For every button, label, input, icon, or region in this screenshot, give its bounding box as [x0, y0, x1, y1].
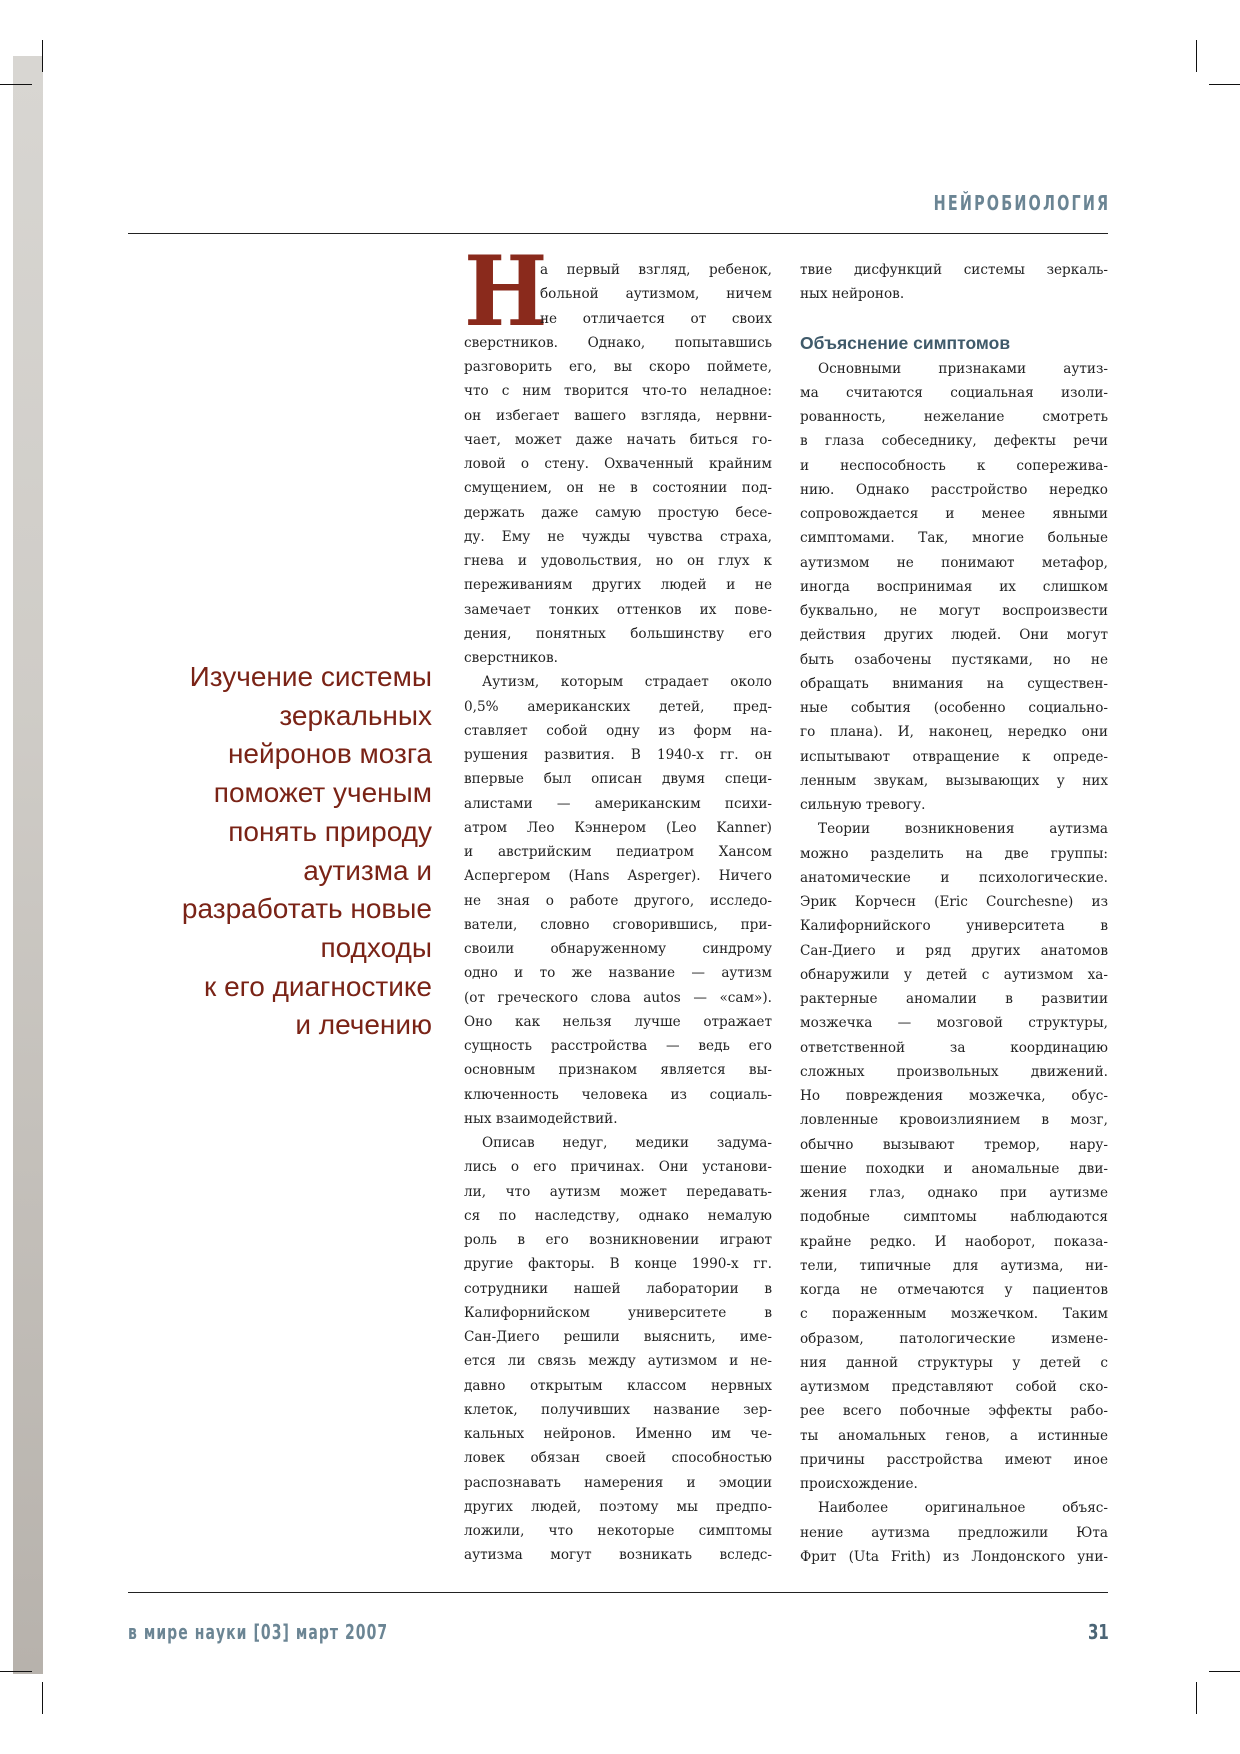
- text-line: давно открытым классом нервных: [464, 1377, 772, 1394]
- text-line: роль в его возникновении играют: [464, 1232, 772, 1248]
- text-line: и австрийским педиатром Хансом: [464, 844, 772, 860]
- text-line: шение походки и аномальные дви-: [800, 1160, 1108, 1177]
- pull-quote-line: понять природу: [228, 815, 432, 847]
- crop-mark: [0, 1671, 32, 1672]
- text-line: рее всего побочные эффекты рабо-: [800, 1403, 1108, 1420]
- text-line: сопровождается и менее явными: [800, 506, 1108, 522]
- text-line: атром Лео Кэннером (Leo Kanner): [464, 819, 772, 836]
- text-line: аутизмом не понимают метафор,: [800, 554, 1108, 571]
- text-line: распознавать намерения и эмоции: [464, 1474, 772, 1491]
- text-line: сильную тревогу.: [800, 797, 926, 813]
- text-line: нение аутизма предложили Юта: [800, 1524, 1108, 1541]
- text-line: го плана). И, наконец, нередко они: [800, 724, 1108, 741]
- pull-quote-line: подходы: [320, 931, 432, 963]
- pull-quote-line: Изучение системы: [189, 661, 432, 692]
- pull-quote-line: разработать новые: [181, 893, 432, 925]
- text-line: не зная о работе другого, исследо-: [464, 892, 772, 909]
- text-line: аутизма могут возникать вследс-: [464, 1547, 772, 1564]
- text-line: ответственной за координацию: [800, 1039, 1108, 1056]
- text-line: Сан-Диего решили выяснить, име-: [464, 1329, 772, 1345]
- spacer: [800, 307, 1108, 329]
- text-line: Оно как нельзя лучше отражает: [464, 1013, 772, 1030]
- text-line: ма считаются социальная изоли-: [800, 384, 1108, 401]
- text-line: Аспергером (Hans Asperger). Ничего: [464, 868, 772, 885]
- text-line: дения, понятных большинству его: [464, 625, 772, 642]
- pull-quote-line: и лечению: [295, 1009, 432, 1041]
- text-line: симптомами. Так, многие больные: [800, 530, 1108, 547]
- text-line: Калифорнийского университета в: [800, 918, 1108, 935]
- text-line: ловой о стену. Охваченный крайним: [464, 456, 772, 472]
- crop-mark: [1209, 84, 1240, 85]
- text-line: тели, типичные для аутизма, ни-: [800, 1257, 1108, 1274]
- text-line: рованность, нежелание смотреть: [800, 409, 1108, 425]
- text-line: испытывают отвращение к опреде-: [800, 748, 1108, 765]
- text-line: больной аутизмом, ничем: [540, 286, 772, 303]
- text-line: в глаза собеседнику, дефекты речи: [800, 433, 1108, 450]
- text-line: разговорить его, вы скоро поймете,: [464, 359, 772, 375]
- crop-mark: [1196, 40, 1197, 72]
- text-line: мозжечка — мозговой структуры,: [800, 1015, 1108, 1032]
- footer-rule: [128, 1592, 1108, 1593]
- text-line: Калифорнийском университете в: [464, 1304, 772, 1321]
- text-line: что с ним творится что-то неладное:: [464, 383, 772, 400]
- text-line: Эрик Корчесн (Eric Courchesne) из: [800, 894, 1108, 910]
- text-line: рактерные аномалии в развитии: [800, 991, 1108, 1007]
- text-line: гнева и удовольствия, но он глух к: [464, 553, 772, 569]
- text-line: крайне редко. И наоборот, показа-: [800, 1233, 1108, 1250]
- text-line: он избегает вашего взгляда, нервни-: [464, 407, 772, 424]
- crop-mark: [1196, 1682, 1197, 1714]
- text-line: сотрудники нашей лаборатории в: [464, 1280, 772, 1297]
- text-line: ложили, что некоторые симптомы: [464, 1523, 772, 1539]
- text-line: не отличается от своих: [540, 310, 772, 327]
- pull-quote-line: нейронов мозга: [227, 738, 432, 770]
- text-line: буквально, не могут воспроизвести: [800, 603, 1108, 619]
- text-line: образом, патологические измене-: [800, 1330, 1108, 1347]
- subheading: Объяснение симптомов: [800, 332, 1011, 353]
- text-line: Но повреждения мозжечка, обус-: [800, 1088, 1108, 1104]
- text-line: когда не отмечаются у пациентов: [800, 1282, 1108, 1298]
- pull-quote: [140, 658, 432, 1045]
- text-line: сложных произвольных движений.: [800, 1063, 1108, 1080]
- text-line: сверстников.: [464, 650, 558, 666]
- text-line: сверстников. Однако, попытавшись: [464, 334, 772, 351]
- text-line: ловленные кровоизлиянием в мозг,: [800, 1112, 1108, 1129]
- text-line: ватели, словно сговорившись, при-: [464, 916, 772, 933]
- text-line: рушения развития. В 1940-х гг. он: [464, 747, 772, 763]
- text-line: ли, что аутизм может передавать-: [464, 1183, 772, 1200]
- crop-mark: [1209, 1671, 1240, 1672]
- text-line: Сан-Диего и ряд других анатомов: [800, 942, 1108, 959]
- text-line: нию. Однако расстройство нередко: [800, 481, 1108, 498]
- text-line: ных взаимодействий.: [464, 1110, 618, 1127]
- text-line: одно и то же название — аутизм: [464, 965, 772, 982]
- crop-mark: [0, 84, 32, 85]
- text-line: замечает тонких оттенков их пове-: [464, 601, 772, 618]
- text-line: алистами — американским психи-: [464, 795, 772, 812]
- text-line: Основными признаками аутиз-: [818, 360, 1108, 377]
- pull-quote-line: к его диагностике: [204, 970, 432, 1002]
- text-line: ных нейронов.: [800, 286, 905, 303]
- text-line: иногда воспринимая их слишком: [800, 578, 1108, 595]
- text-line: держать даже самую простую бесе-: [464, 504, 772, 521]
- text-line: смущением, он не в состоянии под-: [464, 480, 772, 497]
- text-line: ния данной структуры у детей с: [800, 1354, 1108, 1371]
- pull-quote-line: зеркальных: [279, 699, 432, 731]
- crop-mark: [42, 1682, 43, 1714]
- text-line: Фрит (Uta Frith) из Лондонского уни-: [800, 1548, 1108, 1565]
- section-label: НЕЙРОБИОЛОГИЯ: [933, 191, 1110, 215]
- text-line: клеток, получивших название зер-: [464, 1401, 772, 1418]
- text-line: ловек обязан своей способностью: [464, 1450, 772, 1467]
- text-line: ты аномальных генов, а истинные: [800, 1427, 1108, 1444]
- publication-title: в мире науки [03] март 2007: [128, 1620, 389, 1644]
- page-number: 31: [1088, 1620, 1109, 1644]
- crop-mark: [42, 40, 43, 72]
- text-line: с пораженным мозжечком. Таким: [800, 1306, 1108, 1323]
- text-line: жения глаз, однако при аутизме: [800, 1185, 1108, 1201]
- text-line: другие факторы. В конце 1990-х гг.: [464, 1256, 772, 1273]
- text-line: переживаниям других людей и не: [464, 577, 772, 594]
- article-column-2: [800, 258, 1108, 1569]
- text-line: действия других людей. Они могут: [800, 627, 1108, 644]
- text-line: 0,5% американских детей, пред-: [464, 698, 772, 715]
- text-line: ключенность человека из социаль-: [464, 1086, 772, 1103]
- text-line: Теории возникновения аутизма: [818, 821, 1108, 838]
- article-column-1: [464, 258, 772, 1568]
- text-line: обычно вызывают тремор, нару-: [800, 1136, 1108, 1153]
- text-line: ду. Ему не чужды чувства страха,: [464, 528, 772, 545]
- text-line: обращать внимания на существен-: [800, 675, 1108, 692]
- text-line: кальных нейронов. Именно им че-: [464, 1426, 772, 1442]
- text-line: аутизмом представляют собой ско-: [800, 1379, 1108, 1395]
- text-line: ся по наследству, однако немалую: [464, 1207, 772, 1224]
- text-line: основным признаком является вы-: [464, 1062, 772, 1079]
- text-line: впервые был описан двумя специ-: [464, 771, 772, 788]
- text-line: происхождение.: [800, 1476, 918, 1492]
- pull-quote-line: поможет ученым: [213, 777, 432, 809]
- text-line: ставляет собой одну из форм на-: [464, 722, 772, 739]
- text-line: Наиболее оригинальное объяс-: [818, 1500, 1108, 1517]
- text-line: Аутизм, которым страдает около: [482, 674, 772, 691]
- text-line: подобные симптомы наблюдаются: [800, 1209, 1108, 1226]
- text-line: твие дисфункций системы зеркаль-: [800, 262, 1108, 278]
- text-line: Описав недуг, медики задума-: [482, 1135, 772, 1151]
- text-line: причины расстройства имеют иное: [800, 1451, 1108, 1468]
- text-line: лись о его причинах. Они установи-: [464, 1159, 772, 1176]
- text-line: а первый взгляд, ребенок,: [540, 262, 772, 278]
- text-line: ленным звукам, вызывающих у них: [800, 772, 1108, 789]
- text-line: других людей, поэтому мы предпо-: [464, 1498, 772, 1515]
- text-line: быть озабочены пустяками, но не: [800, 651, 1108, 668]
- text-line: ные события (особенно социально-: [800, 700, 1108, 716]
- text-line: чает, может даже начать биться го-: [464, 431, 772, 448]
- drop-cap: Н: [464, 235, 548, 348]
- text-line: ется ли связь между аутизмом и не-: [464, 1353, 772, 1370]
- text-line: сущность расстройства — ведь его: [464, 1038, 772, 1054]
- text-line: можно разделить на две группы:: [800, 845, 1108, 862]
- text-line: обнаружили у детей с аутизмом ха-: [800, 966, 1108, 983]
- text-line: анатомические и психологические.: [800, 869, 1108, 886]
- text-line: и неспособность к сопережива-: [800, 457, 1108, 474]
- text-line: своили обнаруженному синдрому: [464, 941, 772, 957]
- pull-quote-line: аутизма и: [303, 854, 432, 886]
- header-rule: [128, 233, 1108, 234]
- side-gradient-bar: [13, 56, 43, 1674]
- text-line: (от греческого слова autos — «сам»).: [464, 989, 772, 1006]
